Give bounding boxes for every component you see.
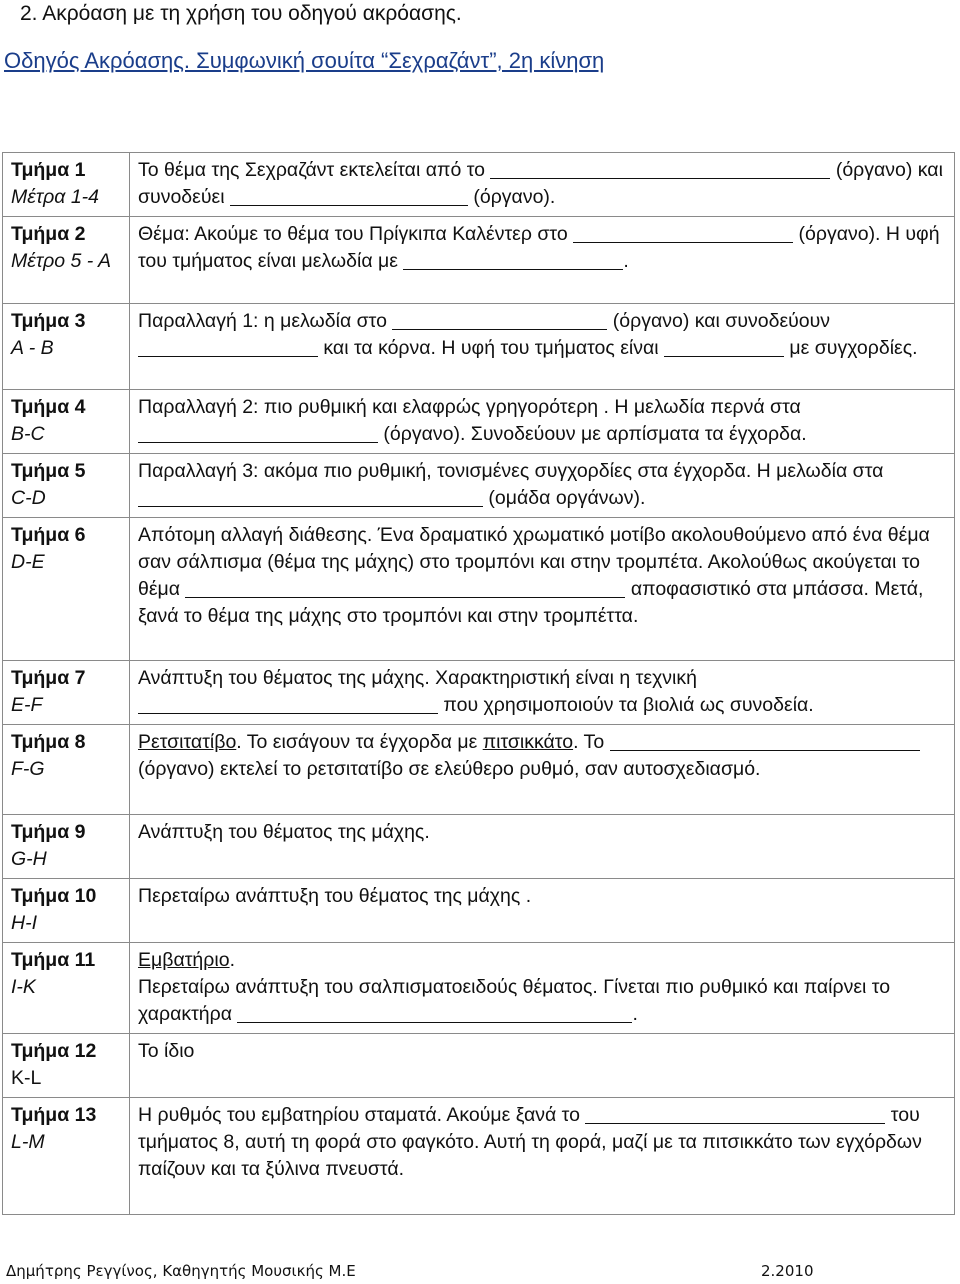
section-cell xyxy=(3,661,130,725)
description-text: Ανάπτυξη του θέματος της μάχης. Χαρακτηριστική είναι η τεχνική xyxy=(138,667,697,689)
section-cell xyxy=(3,725,130,815)
section-description xyxy=(130,879,955,943)
guide-title: Οδηγός Ακρόασης. Συμφωνική σουίτα “Σεχραζάντ”, 2η κίνηση xyxy=(4,48,605,73)
section-cell xyxy=(3,1098,130,1215)
section-name: Τμήμα 2 xyxy=(11,223,86,245)
section-description xyxy=(130,454,955,518)
description-text: Η ρυθμός του εμβατηρίου σταματά. Ακούμε ξανά το xyxy=(138,1104,580,1126)
section-name: Τμήμα 7 xyxy=(11,667,86,689)
fill-in-blank[interactable] xyxy=(237,1003,632,1024)
table-row xyxy=(3,304,955,390)
section-cell xyxy=(3,879,130,943)
description-text: (όργανο) εκτελεί το ρετσιτατίβο σε ελεύθερο ρυθμό, σαν αυτοσχεδιασμό. xyxy=(138,758,761,780)
description-text: με συγχορδίες. xyxy=(789,337,918,359)
term-pizzicato: πιτσικκάτο xyxy=(482,731,574,753)
fill-in-blank[interactable] xyxy=(585,1104,885,1125)
section-cell xyxy=(3,943,130,1034)
section-description xyxy=(130,390,955,454)
section-cell xyxy=(3,1034,130,1098)
section-range: F-G xyxy=(11,758,45,780)
fill-in-blank[interactable] xyxy=(230,186,468,207)
description-text: Περεταίρω ανάπτυξη του σαλπισματοειδούς θέματος. Γίνεται πιο ρυθμικό και παίρνει το χαρακτήρα xyxy=(138,976,891,1025)
table-row xyxy=(3,1034,955,1098)
fill-in-blank[interactable] xyxy=(573,223,793,244)
section-range: E-F xyxy=(11,694,43,716)
section-range: D-E xyxy=(11,551,45,573)
description-text: (όργανο) και συνοδεύει xyxy=(138,159,943,208)
description-text: αποφασιστικό στα μπάσσα. Μετά, ξανά το θέμα της μάχης στο τρομπόνι και στην τρομπέττα. xyxy=(138,578,924,627)
fill-in-blank[interactable] xyxy=(138,423,378,444)
table-row xyxy=(3,518,955,661)
fill-in-blank[interactable] xyxy=(664,337,784,358)
description-text: Παραλλαγή 3: ακόμα πιο ρυθμική, τονισμένες συγχορδίες στα έγχορδα. Η μελωδία στα xyxy=(138,460,884,482)
description-text: Θέμα: Ακούμε το θέμα του Πρίγκιπα Καλέντερ στο xyxy=(138,223,568,245)
section-heading: 2. Ακρόαση με τη χρήση του οδηγού ακρόασης. xyxy=(20,2,462,25)
description-text: Απότομη αλλαγή διάθεσης. Ένα δραματικό χρωματικό μοτίβο ακολουθούμενο από ένα θέμα σαν σάλπισμα (θέμα της μάχης) στο τρομπόνι και στην τρομπέτα. Ακολούθως ακούγεται το θέμα xyxy=(138,524,930,600)
section-description xyxy=(130,518,955,661)
table-row xyxy=(3,454,955,518)
section-range: L-M xyxy=(11,1131,45,1153)
fill-in-blank[interactable] xyxy=(392,310,607,331)
table-row xyxy=(3,153,955,217)
section-description xyxy=(130,943,955,1034)
fill-in-blank[interactable] xyxy=(138,487,483,508)
section-description xyxy=(130,304,955,390)
section-range: C-D xyxy=(11,487,46,509)
section-description xyxy=(130,1034,955,1098)
description-text: που χρησιμοποιούν τα βιολιά ως συνοδεία. xyxy=(443,694,814,716)
description-text: (όργανο) και συνοδεύουν xyxy=(612,310,831,332)
fill-in-blank[interactable] xyxy=(138,337,318,358)
section-cell xyxy=(3,304,130,390)
description-text: Το ίδιο xyxy=(138,1040,195,1062)
section-description xyxy=(130,661,955,725)
section-description xyxy=(130,153,955,217)
description-text: Περεταίρω ανάπτυξη του θέματος της μάχης . xyxy=(138,885,532,907)
description-text: (ομάδα οργάνων). xyxy=(488,487,646,509)
description-text: (όργανο). xyxy=(473,186,556,208)
table-row xyxy=(3,390,955,454)
section-range: Μέτρο 5 - Α xyxy=(11,250,111,272)
description-text: . xyxy=(623,250,629,272)
section-description xyxy=(130,217,955,304)
description-text: (όργανο). Συνοδεύουν με αρπίσματα τα έγχορδα. xyxy=(383,423,807,445)
section-name: Τμήμα 11 xyxy=(11,949,96,971)
section-name: Τμήμα 6 xyxy=(11,524,86,546)
section-range: K-L xyxy=(11,1067,42,1089)
fill-in-blank[interactable] xyxy=(403,250,623,271)
section-description xyxy=(130,725,955,815)
section-name: Τμήμα 13 xyxy=(11,1104,97,1126)
section-cell xyxy=(3,390,130,454)
section-name: Τμήμα 4 xyxy=(11,396,86,418)
section-range: Α - Β xyxy=(11,337,54,359)
table-row xyxy=(3,943,955,1034)
section-name: Τμήμα 3 xyxy=(11,310,86,332)
table-row xyxy=(3,879,955,943)
fill-in-blank[interactable] xyxy=(610,731,920,752)
section-range: Β-C xyxy=(11,423,45,445)
table-row xyxy=(3,1098,955,1215)
section-description xyxy=(130,815,955,879)
description-text: . Το εισάγουν τα έγχορδα με xyxy=(236,731,478,753)
description-text: (όργανο). Η υφή του τμήματος είναι μελωδία με xyxy=(138,223,940,272)
section-name: Τμήμα 10 xyxy=(11,885,97,907)
page-footer xyxy=(0,1260,960,1282)
section-name: Τμήμα 12 xyxy=(11,1040,97,1062)
fill-in-blank[interactable] xyxy=(490,159,830,180)
section-range: G-H xyxy=(11,848,47,870)
description-text: του τμήματος 8, αυτή τη φορά στο φαγκότο. Αυτή τη φορά, μαζί με τα πιτσικκάτο των εγχόρδων παίζουν και τα ξύλινα πνευστά. xyxy=(138,1104,922,1180)
listening-guide-table xyxy=(2,152,955,1215)
section-cell xyxy=(3,815,130,879)
description-text: Ανάπτυξη του θέματος της μάχης. xyxy=(138,821,430,843)
section-name: Τμήμα 5 xyxy=(11,460,86,482)
section-cell xyxy=(3,217,130,304)
section-cell xyxy=(3,518,130,661)
section-range: I-K xyxy=(11,976,36,998)
section-range: H-I xyxy=(11,912,37,934)
table-row xyxy=(3,815,955,879)
fill-in-blank[interactable] xyxy=(138,694,438,715)
description-text: Παραλλαγή 1: η μελωδία στο xyxy=(138,310,387,332)
section-cell xyxy=(3,153,130,217)
term-march: Εμβατήριο xyxy=(138,949,230,971)
description-text: και τα κόρνα. Η υφή του τμήματος είναι xyxy=(323,337,659,359)
description-text: . xyxy=(229,949,235,971)
table-row xyxy=(3,725,955,815)
fill-in-blank[interactable] xyxy=(185,578,625,599)
footer-author: Δημήτρης Ρεγγίνος, Καθηγητής Μουσικής Μ.Ε xyxy=(6,1262,356,1280)
section-cell xyxy=(3,454,130,518)
description-text: Παραλλαγή 2: πιο ρυθμική και ελαφρώς γρηγορότερη . Η μελωδία περνά στα xyxy=(138,396,801,418)
section-name: Τμήμα 8 xyxy=(11,731,86,753)
section-name: Τμήμα 9 xyxy=(11,821,86,843)
table-row xyxy=(3,661,955,725)
section-description xyxy=(130,1098,955,1215)
section-range: Μέτρα 1-4 xyxy=(11,186,99,208)
footer-date: 2.2010 xyxy=(761,1262,814,1280)
table-row xyxy=(3,217,955,304)
section-name: Τμήμα 1 xyxy=(11,159,86,181)
description-text: . xyxy=(632,1003,638,1025)
description-text: . Το xyxy=(573,731,605,753)
term-recitative: Ρετσιτατίβο xyxy=(138,731,237,753)
description-text: Το θέμα της Σεχραζάντ εκτελείται από το xyxy=(138,159,485,181)
